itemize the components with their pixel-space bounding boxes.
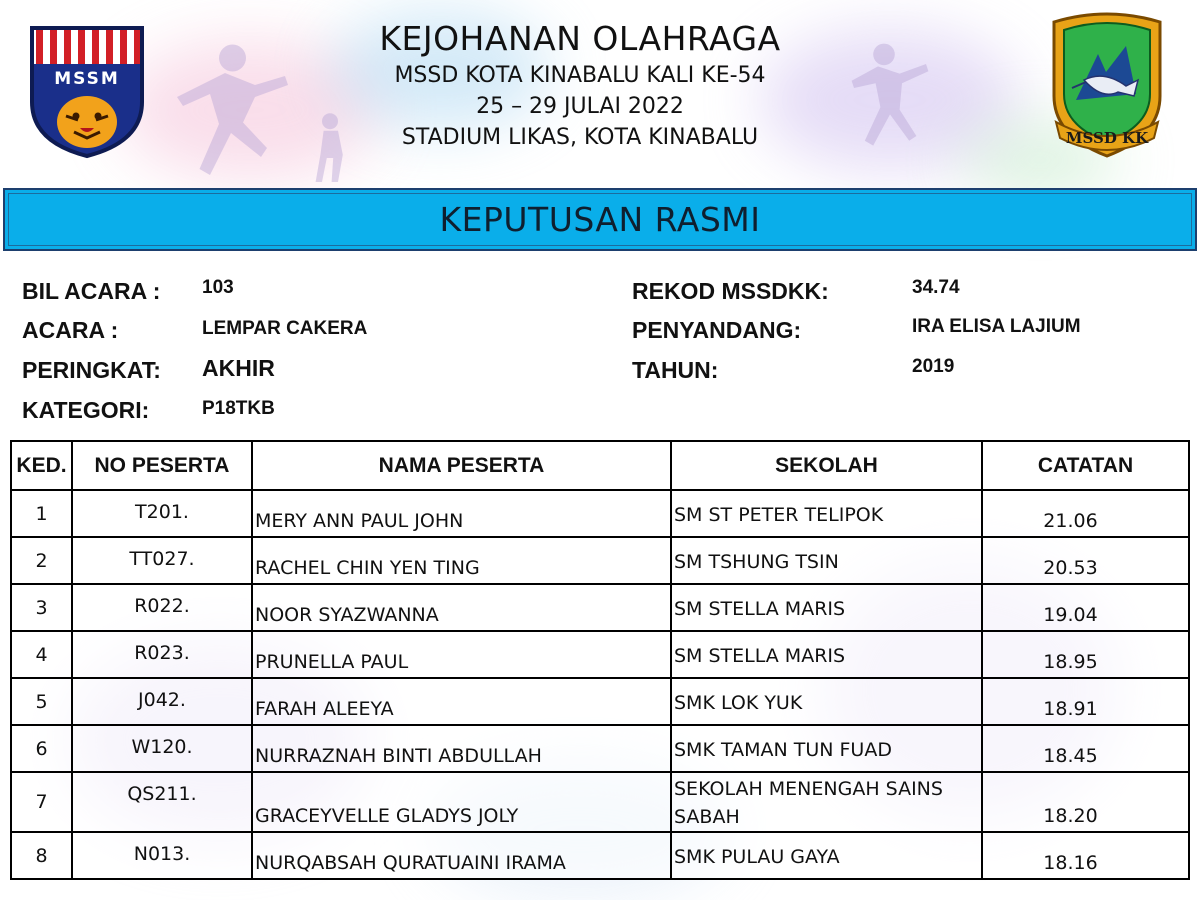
tahun-label: TAHUN: [632,357,719,383]
event-dates: 25 – 29 JULAI 2022 [476,94,684,119]
cell-ked: 5 [11,678,72,725]
results-banner [3,188,1197,251]
cell-no-peserta: J042. [72,678,252,725]
cell-ked: 7 [11,772,72,832]
cell-ked: 2 [11,537,72,584]
event-subtitle: MSSD KOTA KINABALU KALI KE-54 [394,63,766,88]
tahun-value: 2019 [912,356,955,377]
cell-sekolah: SM STELLA MARIS [671,631,982,678]
cell-catatan: 19.04 [982,584,1189,631]
cell-sekolah: SM TSHUNG TSIN [671,537,982,584]
cell-no-peserta: W120. [72,725,252,772]
cell-ked: 3 [11,584,72,631]
acara-value: LEMPAR CAKERA [202,318,368,339]
cell-no-peserta: T201. [72,490,252,537]
table-row [11,832,1189,879]
bil-acara-value: 103 [202,277,234,298]
peringkat-label: PERINGKAT: [22,357,161,383]
cell-catatan: 18.20 [982,772,1189,832]
event-header [0,18,1160,153]
cell-nama-peserta: MERY ANN PAUL JOHN [252,490,671,537]
table-header-row [11,441,1189,490]
mssm-logo-text: MSSM [54,69,120,89]
mssd-kk-logo-text: MSSD KK [1065,129,1149,147]
cell-nama-peserta: GRACEYVELLE GLADYS JOLY [252,772,671,832]
header-catatan: CATATAN [982,441,1189,490]
cell-nama-peserta: RACHEL CHIN YEN TING [252,537,671,584]
cell-nama-peserta: FARAH ALEEYA [252,678,671,725]
table-row [11,725,1189,772]
table-row [11,631,1189,678]
header-sekolah: SEKOLAH [671,441,982,490]
results-table [10,440,1190,880]
bil-acara-label: BIL ACARA : [22,278,161,304]
results-banner-title: KEPUTUSAN RASMI [439,200,761,239]
rekod-value: 34.74 [912,277,960,298]
cell-catatan: 18.95 [982,631,1189,678]
cell-catatan: 18.16 [982,832,1189,879]
cell-nama-peserta: NOOR SYAZWANNA [252,584,671,631]
cell-no-peserta: TT027. [72,537,252,584]
cell-catatan: 20.53 [982,537,1189,584]
table-row [11,584,1189,631]
cell-catatan: 18.45 [982,725,1189,772]
cell-nama-peserta: NURRAZNAH BINTI ABDULLAH [252,725,671,772]
header-ked: KED. [11,441,72,490]
table-row [11,772,1189,832]
cell-sekolah: SM ST PETER TELIPOK [671,490,982,537]
cell-ked: 6 [11,725,72,772]
cell-nama-peserta: NURQABSAH QURATUAINI IRAMA [252,832,671,879]
peringkat-value: AKHIR [202,355,275,381]
rekod-label: REKOD MSSDKK: [632,278,829,304]
cell-ked: 1 [11,490,72,537]
cell-catatan: 18.91 [982,678,1189,725]
kategori-label: KATEGORI: [22,397,150,423]
table-row [11,490,1189,537]
penyandang-value: IRA ELISA LAJIUM [912,316,1081,337]
header-nama-peserta: NAMA PESERTA [252,441,671,490]
cell-no-peserta: R023. [72,631,252,678]
acara-label: ACARA : [22,317,119,343]
cell-no-peserta: QS211. [72,772,252,832]
cell-ked: 4 [11,631,72,678]
event-venue: STADIUM LIKAS, KOTA KINABALU [401,125,759,150]
cell-ked: 8 [11,832,72,879]
cell-catatan: 21.06 [982,490,1189,537]
cell-sekolah: SMK TAMAN TUN FUAD [671,725,982,772]
event-title: KEJOHANAN OLAHRAGA [379,19,781,58]
cell-sekolah: SMK PULAU GAYA [671,832,982,879]
table-row [11,537,1189,584]
cell-sekolah: SEKOLAH MENENGAH SAINS SABAH [671,772,982,832]
cell-nama-peserta: PRUNELLA PAUL [252,631,671,678]
penyandang-label: PENYANDANG: [632,317,802,343]
cell-no-peserta: N013. [72,832,252,879]
cell-sekolah: SM STELLA MARIS [671,584,982,631]
kategori-value: P18TKB [202,398,275,419]
cell-no-peserta: R022. [72,584,252,631]
table-row [11,678,1189,725]
header-no-peserta: NO PESERTA [72,441,252,490]
cell-sekolah: SMK LOK YUK [671,678,982,725]
